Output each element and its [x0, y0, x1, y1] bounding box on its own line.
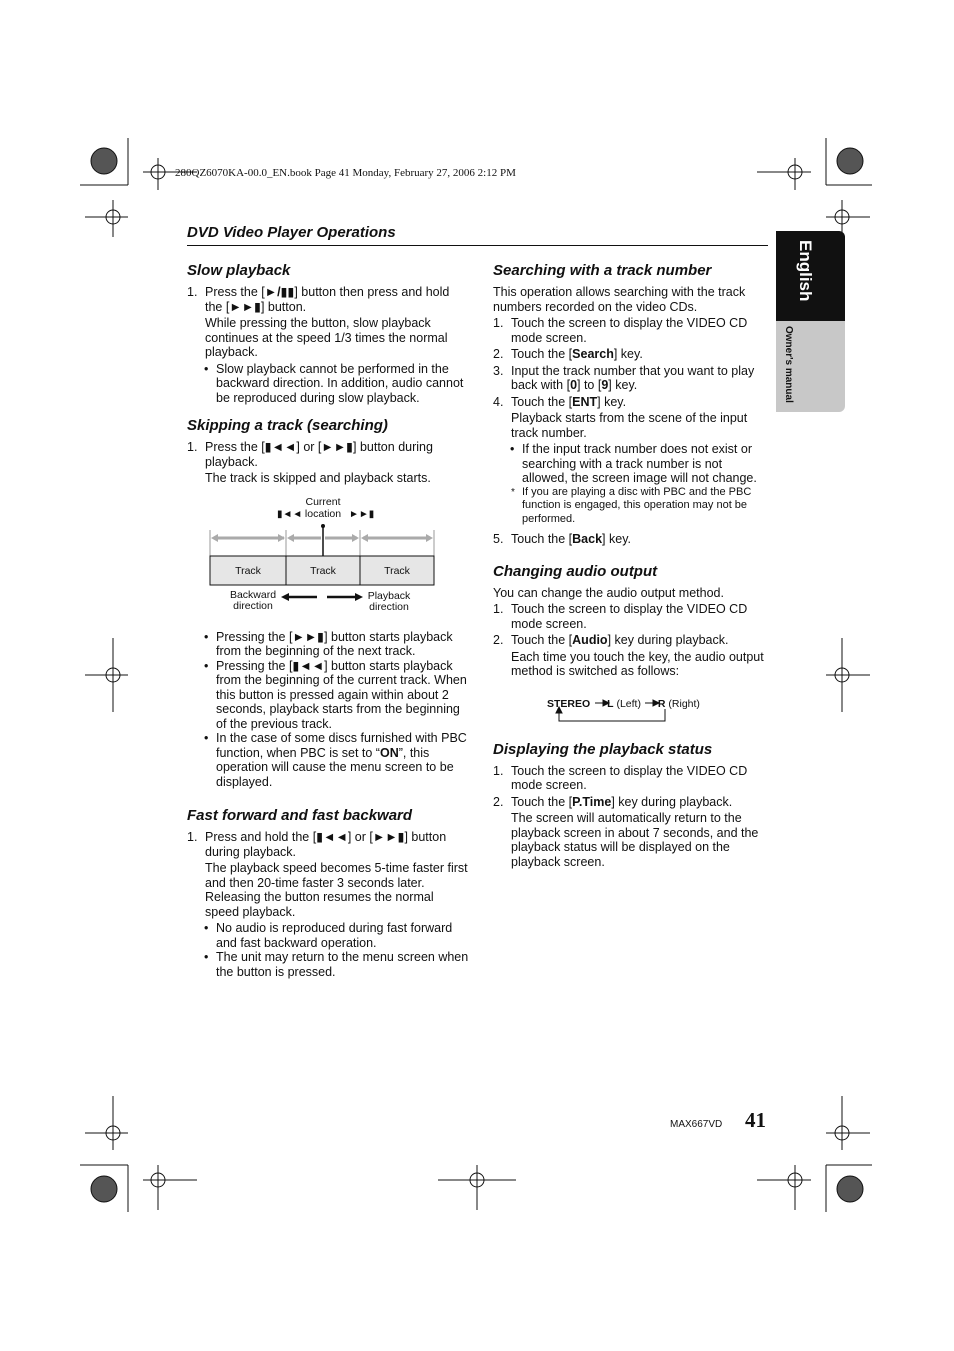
step-text: Touch the [	[511, 532, 573, 546]
step-text: ] to [	[577, 378, 602, 392]
list-item	[493, 364, 769, 393]
prev-symbol: ▮◄◄	[292, 658, 325, 673]
note-mark: *	[511, 486, 515, 498]
bullet-item	[493, 442, 769, 486]
right-column	[493, 262, 769, 881]
section-title: Displaying the playback status	[493, 740, 713, 758]
track-cell: Track	[310, 564, 336, 577]
audio-cycle-text	[547, 697, 700, 712]
bullet-text: The unit may return to the menu screen when the button is pressed.	[216, 950, 469, 979]
step-number: 5.	[493, 532, 504, 546]
bullet-text: ] button starts playback from the beginning of the next track.	[216, 629, 453, 658]
step-text: Input the track number that you want to play back with [	[511, 363, 755, 392]
bullet-text: Pressing the [	[216, 629, 293, 644]
section-slow-playback	[187, 262, 469, 405]
model-code: MAX667VD	[670, 1119, 723, 1130]
step-text: ] button during playback.	[205, 440, 433, 469]
list-item	[493, 532, 769, 547]
bullet-text: ] button starts playback from the beginning of the current track. When this button is pressed again within about 2 seconds, playback starts from the beginning of the previous track.	[216, 658, 467, 731]
bullet-text: Pressing the [	[216, 658, 293, 673]
list-item	[187, 285, 469, 360]
prev-track-icon: ▮◄◄	[277, 508, 303, 520]
list-item	[493, 395, 769, 441]
step-number: 2.	[493, 794, 504, 809]
step-text: ] or [	[296, 440, 322, 454]
step-text: ] key.	[597, 394, 627, 409]
step-text: ] key during playback.	[607, 633, 729, 647]
section-playback-status	[493, 741, 769, 870]
step-detail: Each time you touch the key, the audio output method is switched as follows:	[511, 649, 764, 678]
bullet-item	[187, 630, 469, 659]
step-number: 1.	[493, 763, 504, 778]
step-text: Touch the screen to display the VIDEO CD mode screen.	[511, 602, 748, 631]
step-number: 1.	[493, 316, 504, 330]
label-line: direction	[233, 600, 273, 612]
track-cell: Track	[384, 564, 410, 577]
step-text: ] or [	[347, 830, 373, 844]
bullet-dot: •	[204, 921, 209, 935]
bullet-item	[187, 659, 469, 732]
section-title: Fast forward and fast backward	[187, 807, 413, 824]
step-number: 2.	[493, 347, 504, 361]
section-title: Changing audio output	[493, 562, 658, 580]
next-symbol: ►►▮	[292, 629, 325, 644]
step-detail: The playback speed becomes 5-time faster first and then 20-time faster 3 seconds later. Releasing the button resumes the normal speed playback.	[205, 861, 468, 919]
step-text: Press the [	[205, 285, 265, 299]
search-key-label: Search	[572, 347, 614, 361]
left-note: (Left)	[616, 697, 641, 710]
label-line: Playback	[367, 589, 411, 602]
step-text: Touch the [	[511, 394, 573, 409]
on-value: ON	[379, 745, 399, 760]
section-title: Skipping a track (searching)	[187, 417, 388, 434]
list-item	[493, 633, 769, 679]
bullet-text: If the input track number does not exist or searching with a track number is not allowed, the screen image will not change.	[522, 442, 757, 485]
label-line: direction	[369, 601, 409, 613]
step-text: ] button.	[260, 299, 307, 314]
ptime-key-label: P.Time	[572, 794, 612, 809]
bullet-dot: •	[510, 442, 515, 456]
track-cell: Track	[235, 564, 261, 577]
step-text: Touch the screen to display the VIDEO CD mode screen.	[511, 316, 748, 345]
manual-tab-label: Owner's manual	[783, 326, 794, 403]
next-track-icon: ►►▮	[349, 508, 375, 520]
bullet-dot: •	[204, 731, 209, 745]
list-item	[187, 830, 469, 919]
list-item	[493, 316, 769, 345]
language-tab-label: English	[796, 240, 815, 302]
step-detail: The screen will automatically return to the playback screen in about 7 seconds, and the playback status will be displayed on the playback screen.	[511, 811, 759, 869]
right-note: (Right)	[668, 697, 700, 710]
page-number: 41	[745, 1108, 766, 1132]
step-number: 4.	[493, 394, 504, 409]
track-skip-diagram	[187, 496, 469, 624]
list-item	[493, 764, 769, 793]
section-title: Slow playback	[187, 262, 291, 279]
playback-direction-label	[363, 591, 415, 614]
label-line: Backward	[229, 588, 277, 601]
section-skipping	[187, 417, 469, 789]
stereo-label: STEREO	[547, 697, 591, 710]
audio-key-label: Audio	[572, 633, 608, 647]
step-text: ] key.	[613, 347, 643, 361]
audio-cycle-diagram	[493, 685, 769, 725]
step-text: ] key during playback.	[611, 794, 733, 809]
section-intro: This operation allows searching with the track numbers recorded on the video CDs.	[493, 285, 746, 314]
step-detail: The track is skipped and playback starts.	[205, 471, 431, 485]
step-text: ] key.	[602, 532, 631, 546]
step-number: 1.	[493, 602, 504, 616]
section-fast-forward	[187, 807, 469, 979]
step-text: ] button then press and hold the [	[205, 285, 450, 314]
next-symbol: ►►▮	[321, 440, 354, 454]
step-number: 1.	[187, 285, 198, 299]
play-pause-symbol: ►/▮▮	[264, 285, 295, 299]
bullet-text: Slow playback cannot be performed in the backward direction. In addition, audio cannot be reproduced during slow playback.	[216, 361, 464, 405]
step-detail: Playback starts from the scene of the input track number.	[511, 411, 748, 440]
header-rule	[187, 245, 768, 246]
note-text: If you are playing a disc with PBC and the PBC function is engaged, this operation may not be performed.	[522, 485, 752, 525]
ent-key-label: ENT	[572, 394, 598, 409]
prev-symbol: ▮◄◄	[316, 830, 348, 844]
step-text: Press and hold the [	[205, 830, 317, 844]
step-number: 3.	[493, 363, 504, 378]
step-text: ] key.	[608, 378, 638, 392]
section-audio-output	[493, 563, 769, 725]
note-item	[493, 486, 769, 527]
backward-direction-label	[223, 590, 283, 613]
bullet-text: No audio is reproduced during fast forward and fast backward operation.	[216, 921, 453, 950]
bullet-item	[187, 731, 469, 789]
bullet-item	[187, 950, 469, 979]
label-line: Current	[305, 495, 341, 508]
step-number: 1.	[187, 440, 198, 454]
book-print-info: 280QZ6070KA-00.0_EN.book Page 41 Monday, February 27, 2006 2:12 PM	[175, 167, 516, 179]
step-text: Press the [	[205, 440, 265, 454]
list-item	[493, 602, 769, 631]
label-line: location	[304, 508, 342, 520]
step-number: 2.	[493, 633, 504, 647]
step-text: Touch the [	[511, 633, 573, 647]
bullet-dot: •	[204, 629, 209, 644]
left-column	[187, 262, 469, 991]
section-title: Searching with a track number	[493, 262, 712, 279]
step-text: Touch the [	[511, 347, 573, 361]
prev-symbol: ▮◄◄	[264, 440, 297, 454]
section-intro: You can change the audio output method.	[493, 585, 724, 600]
section-search-track	[493, 262, 769, 547]
bullet-dot: •	[204, 361, 209, 376]
back-key-label: Back	[572, 532, 603, 546]
key-0-label: 0	[570, 378, 578, 392]
step-text: ] button during playback.	[205, 830, 447, 859]
list-item	[493, 347, 769, 362]
bullet-dot: •	[204, 950, 209, 964]
step-number: 1.	[187, 830, 198, 844]
bullet-item	[187, 921, 469, 950]
step-text: Touch the screen to display the VIDEO CD mode screen.	[511, 763, 748, 792]
list-item	[187, 440, 469, 486]
list-item	[493, 795, 769, 870]
step-text: Touch the [	[511, 794, 573, 809]
bullet-text: ”, this operation will cause the menu screen to be displayed.	[216, 745, 454, 789]
running-title: DVD Video Player Operations	[187, 224, 396, 241]
bullet-item	[187, 362, 469, 406]
key-9-label: 9	[601, 378, 609, 392]
step-detail: While pressing the button, slow playback continues at the speed 1/3 times the normal playback.	[205, 316, 448, 359]
bullet-dot: •	[204, 658, 209, 673]
bullet-text: In the case of some discs furnished with PBC function, when PBC is set to “	[216, 731, 467, 760]
left-label: L	[607, 697, 614, 710]
right-label: R	[657, 697, 666, 710]
next-symbol: ►►▮	[372, 830, 405, 844]
next-symbol: ►►▮	[229, 299, 261, 314]
